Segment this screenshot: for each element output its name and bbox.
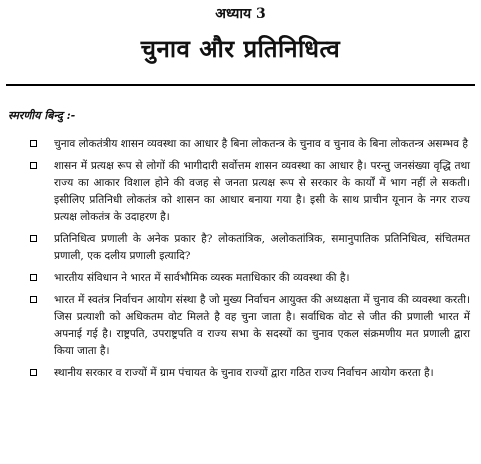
list-item — [28, 136, 470, 153]
square-bullet-icon — [30, 235, 37, 242]
list-item-text: चुनाव लोकतंत्रीय शासन व्यवस्था का आधार है बिना लोकतन्त्र के चुनाव व चुनाव के बिना लोकतन्त्र असम्भव है — [54, 138, 468, 150]
list-item-text: भारत में स्वतंत्र निर्वाचन आयोग संस्था है जो मुख्य निर्वाचन आयुक्त की अध्यक्षता में चुनाव की व्यवस्था करती। जिस प्रत्याशी को अधिकतम वोट मिलते है वह चुना जाता है। सर्वाधिक वोट से जीत की प्रणाली भारत में अपनाई गई है। राष्ट्रपति, उपराष्ट्रपति व राज्य सभा के सदस्यों का चुनाव एकल संक्रमणीय मत प्रणाली द्वारा किया जाता है। — [54, 294, 470, 357]
square-bullet-icon — [30, 162, 37, 169]
list-item — [28, 292, 470, 360]
list-item-text: प्रतिनिधित्व प्रणाली के अनेक प्रकार है? लोकतांत्रिक, अलोकतांत्रिक, समानुपातिक प्रतिनिधित्व, संचितमत प्रणाली, एक दलीय प्रणाली इत्यादि? — [54, 233, 470, 262]
title-divider — [6, 84, 475, 89]
chapter-heading: अध्याय 3 — [215, 6, 266, 22]
list-item — [28, 270, 470, 287]
key-points-list — [28, 136, 470, 387]
list-item — [28, 365, 470, 382]
list-item — [28, 158, 470, 226]
page-title: चुनाव और प्रतिनिधित्व — [140, 34, 341, 63]
list-item-text: भारतीय संविधान ने भारत में सार्वभौमिक व्यस्क मताधिकार की व्यवस्था की है। — [54, 272, 350, 284]
list-item-text: शासन में प्रत्यक्ष रूप से लोगों की भागीदारी सर्वोत्तम शासन व्यवस्था का आधार है। परन्तु जनसंख्या वृद्धि तथा राज्य का आकार विशाल होने की वजह से जनता प्रत्यक्ष रूप से सरकार के कार्यों में भाग नहीं ले सकती। इसीलिए प्रतिनिधी लोकतंत्र को शासन का आधार बनाया गया है। इसी के साथ प्राचीन यूनान के नगर राज्य प्रत्यक्ष लोकतंत्र के उदाहरण है। — [54, 160, 470, 223]
list-item — [28, 231, 470, 265]
square-bullet-icon — [30, 140, 37, 147]
square-bullet-icon — [30, 274, 37, 281]
square-bullet-icon — [30, 369, 37, 376]
section-label: स्मरणीय बिन्दु :- — [8, 109, 76, 122]
square-bullet-icon — [30, 296, 37, 303]
list-item-text: स्थानीय सरकार व राज्यों में ग्राम पंचायत के चुनाव राज्यों द्वारा गठित राज्य निर्वाचन आयोग करता है। — [54, 367, 434, 379]
